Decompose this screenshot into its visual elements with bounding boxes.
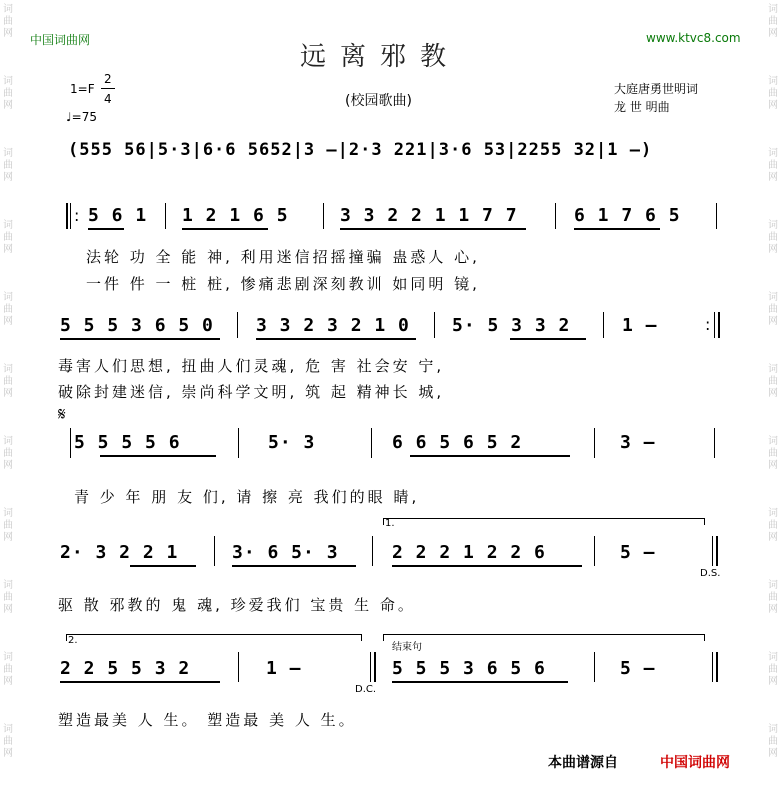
site-name-left[interactable]: 中国词曲网 [30, 33, 91, 47]
watermark-stamp: 词曲网 [768, 580, 778, 615]
watermark-left [0, 0, 16, 797]
line1-lyric-verse1: 法轮 功 全 能 神, 利用迷信招摇撞骗 蛊惑人 心, [86, 248, 480, 266]
lyricist-credit: 大庭唐勇世明词 [614, 82, 699, 96]
line4-lyric: 驱 散 邪教的 鬼 魂, 珍爱我们 宝贵 生 命。 [58, 596, 416, 614]
watermark-stamp: 词曲网 [768, 436, 778, 471]
line3-measure2: 5· 3 [268, 432, 316, 453]
time-signature-bottom: 4 [104, 92, 112, 106]
watermark-stamp: 词曲网 [3, 364, 13, 399]
watermark-stamp: 词曲网 [3, 148, 13, 183]
line1-measure4: 6 1 7 6 5 [574, 205, 681, 226]
line2-measure3: 5· 5 3 3 2 [452, 315, 571, 336]
line3-measure4: 3 – [620, 432, 656, 453]
key-signature: 1=F [70, 82, 95, 96]
line2-lyric-verse2: 破除封建迷信, 崇尚科学文明, 筑 起 精神长 城, [58, 383, 445, 401]
song-subtitle: (校园歌曲) [345, 93, 412, 109]
line5-measure4: 5 – [620, 658, 656, 679]
tempo-marking: ♩=75 [66, 110, 97, 124]
line4-measure3: 2 2 2 1 2 2 6 [392, 542, 546, 563]
watermark-stamp: 词曲网 [3, 436, 13, 471]
line5-measure1: 2 2 5 5 3 2 [60, 658, 191, 679]
watermark-stamp: 词曲网 [3, 76, 13, 111]
source-site-link[interactable]: 中国词曲网 [660, 755, 730, 771]
watermark-stamp: 词曲网 [3, 292, 13, 327]
watermark-stamp: 词曲网 [768, 76, 778, 111]
line1-measure2: 1 2 1 6 5 [182, 205, 289, 226]
line4-measure1: 2· 3 2 2 1 [60, 542, 179, 563]
watermark-stamp: 词曲网 [3, 220, 13, 255]
line2-measure2: 3 3 2 3 2 1 0 [256, 315, 410, 336]
song-title: 远离邪教 [300, 42, 461, 72]
watermark-stamp: 词曲网 [768, 364, 778, 399]
watermark-stamp: 词曲网 [768, 148, 778, 183]
line2-measure4: 1 – [622, 315, 658, 336]
line3-lyric: 青 少 年 朋 友 们, 请 擦 亮 我们的眼 睛, [74, 488, 420, 506]
line5-lyric: 塑造最美 人 生。 塑造最 美 人 生。 [58, 711, 357, 729]
line1-lyric-verse2: 一件 件 一 桩 桩, 惨痛悲剧深刻教训 如同明 镜, [86, 275, 480, 293]
dc-marking: D.C. [355, 684, 377, 695]
watermark-right [765, 0, 781, 797]
watermark-stamp: 词曲网 [768, 724, 778, 759]
line5-measure3: 5 5 5 3 6 5 6 [392, 658, 546, 679]
line2-measure1: 5 5 5 3 6 5 0 [60, 315, 214, 336]
ds-marking: D.S. [700, 568, 721, 579]
ending-label: 结束句 [392, 642, 422, 653]
segno-sign: 𝄋 [58, 404, 66, 425]
line5-measure2: 1 – [266, 658, 302, 679]
watermark-stamp: 词曲网 [768, 292, 778, 327]
watermark-stamp: 词曲网 [768, 220, 778, 255]
volta-1: 1. [385, 518, 395, 529]
composer-credit: 龙 世 明曲 [614, 100, 670, 114]
line1-measure3: 3 3 2 2 1 1 7 7 [340, 205, 518, 226]
watermark-stamp: 词曲网 [3, 4, 13, 39]
watermark-stamp: 词曲网 [768, 508, 778, 543]
intro-notes: (555 56|5·3|6·6 5652|3 –|2·3 221|3·6 53|2255 32|1 –) [68, 140, 653, 160]
line1-measure1: 5 6 1 [88, 205, 148, 226]
line4-measure2: 3· 6 5· 3 [232, 542, 339, 563]
watermark-stamp: 词曲网 [3, 652, 13, 687]
volta-2: 2. [68, 635, 78, 646]
watermark-stamp: 词曲网 [768, 652, 778, 687]
watermark-stamp: 词曲网 [3, 580, 13, 615]
watermark-stamp: 词曲网 [3, 508, 13, 543]
watermark-stamp: 词曲网 [3, 724, 13, 759]
line3-measure3: 6 6 5 6 5 2 [392, 432, 523, 453]
line4-measure4: 5 – [620, 542, 656, 563]
time-signature-top: 2 [104, 72, 112, 86]
watermark-stamp: 词曲网 [768, 4, 778, 39]
line2-lyric-verse1: 毒害人们思想, 扭曲人们灵魂, 危 害 社会安 宁, [58, 357, 445, 375]
site-url-right[interactable]: www.ktvc8.com [646, 31, 741, 45]
repeat-dots: : [74, 206, 80, 225]
line3-measure1: 5 5 5 5 6 [74, 432, 181, 453]
source-label: 本曲谱源自 [548, 755, 618, 771]
